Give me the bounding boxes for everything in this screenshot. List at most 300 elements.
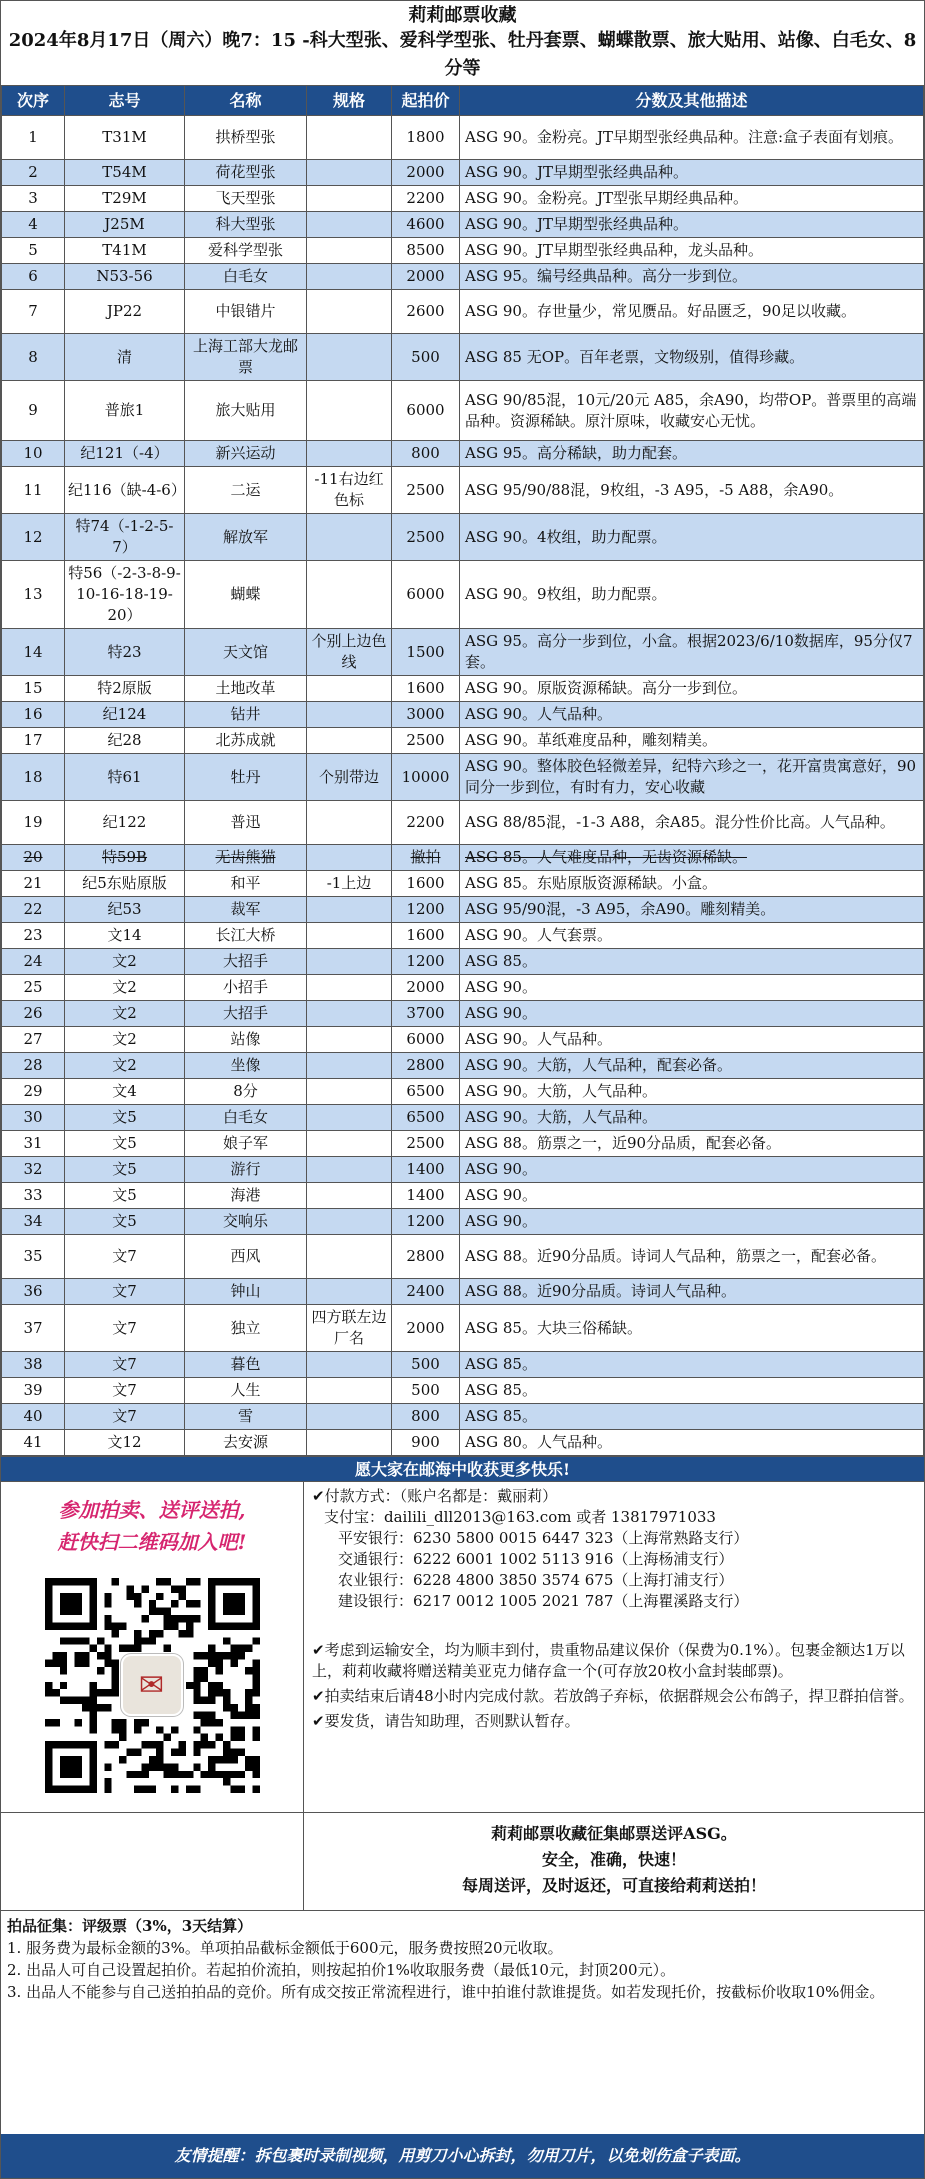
- shipping-note: ✔考虑到运输安全，均为顺丰到付，贵重物品建议保价（保费为0.1%）。包裹金额达1万以上，莉莉收藏将赠送精美亚克力储存盒一个(可存放20枚小盒封装邮票)。: [312, 1641, 905, 1680]
- lot-no: 30: [2, 1105, 65, 1131]
- lot-price: 2500: [392, 514, 460, 561]
- payment-heading: ✔付款方式：（账户名都是：戴丽莉）: [312, 1487, 558, 1505]
- lot-desc: ASG 95。编号经典品种。高分一步到位。: [460, 264, 924, 290]
- lot-no: 18: [2, 754, 65, 801]
- lot-name: 中银错片: [185, 290, 307, 334]
- lot-desc: ASG 90。大筋，人气品种，配套必备。: [460, 1053, 924, 1079]
- lot-name: 白毛女: [185, 1105, 307, 1131]
- lot-desc: ASG 95/90/88混，9枚组，-3 A95，-5 A88，余A90。: [460, 467, 924, 514]
- lot-price: 800: [392, 1404, 460, 1430]
- lot-desc: ASG 95。高分一步到位，小盒。根据2023/6/10数据库，95分仅7套。: [460, 629, 924, 676]
- lot-code: 纪53: [65, 897, 185, 923]
- table-row: [2, 629, 924, 676]
- lot-desc: ASG 85。: [460, 1378, 924, 1404]
- lot-price: 1400: [392, 1183, 460, 1209]
- lot-no: 34: [2, 1209, 65, 1235]
- lot-name: 北苏成就: [185, 728, 307, 754]
- lot-spec: [307, 923, 392, 949]
- table-row: [2, 1053, 924, 1079]
- lot-price: 撤拍: [392, 845, 460, 871]
- lot-no: 9: [2, 381, 65, 441]
- table-row: [2, 264, 924, 290]
- table-row: [2, 871, 924, 897]
- lot-price: 1400: [392, 1157, 460, 1183]
- lot-no: 15: [2, 676, 65, 702]
- lot-desc: ASG 88/85混，-1-3 A88，余A85。混分性价比高。人气品种。: [460, 801, 924, 845]
- lot-code: 纪121（-4）: [65, 441, 185, 467]
- lot-price: 3000: [392, 702, 460, 728]
- payment-panel: [304, 1482, 924, 1812]
- table-row: [2, 1352, 924, 1378]
- lot-name: 长江大桥: [185, 923, 307, 949]
- lot-no: 24: [2, 949, 65, 975]
- lot-code: T54M: [65, 160, 185, 186]
- lot-price: 10000: [392, 754, 460, 801]
- rule-item: 2. 出品人可自己设置起拍价。若起拍价流拍，则按起拍价1%收取服务费（最低10元，封顶200元）。: [7, 1961, 676, 1979]
- promo-line-1: 参加拍卖、送评送拍,: [58, 1498, 246, 1522]
- table-row: [2, 801, 924, 845]
- lot-code: 清: [65, 334, 185, 381]
- lot-price: 6500: [392, 1079, 460, 1105]
- lot-name: 和平: [185, 871, 307, 897]
- lot-desc: ASG 90。原版资源稀缺。高分一步到位。: [460, 676, 924, 702]
- lot-spec: [307, 514, 392, 561]
- lot-name: 交响乐: [185, 1209, 307, 1235]
- lot-price: 2200: [392, 186, 460, 212]
- shop-title: 莉莉邮票收藏: [408, 5, 517, 26]
- lot-desc: ASG 90。人气品种。: [460, 1027, 924, 1053]
- table-row: [2, 1027, 924, 1053]
- collect-panel: [304, 1813, 924, 1910]
- lot-no: 35: [2, 1235, 65, 1279]
- lot-price: 2000: [392, 1305, 460, 1352]
- lot-price: 1600: [392, 676, 460, 702]
- lot-no: 17: [2, 728, 65, 754]
- lot-no: 8: [2, 334, 65, 381]
- table-row: [2, 467, 924, 514]
- collect-spacer: [1, 1813, 304, 1910]
- table-row: [2, 441, 924, 467]
- lot-name: 钟山: [185, 1279, 307, 1305]
- table-row: [2, 290, 924, 334]
- lot-spec: [307, 1404, 392, 1430]
- lot-no: 29: [2, 1079, 65, 1105]
- info-section: [1, 1482, 924, 1813]
- lot-name: 二运: [185, 467, 307, 514]
- lot-desc: ASG 90。JT早期型张经典品种。: [460, 212, 924, 238]
- lot-desc: ASG 85。人气难度品种，无齿资源稀缺。: [460, 845, 924, 871]
- table-row: [2, 1378, 924, 1404]
- lot-price: 6500: [392, 1105, 460, 1131]
- lot-code: 特61: [65, 754, 185, 801]
- lot-desc: ASG 90。整体胶色轻微差异，纪特六珍之一，花开富贵寓意好，90同分一步到位，有时有力，安心收藏: [460, 754, 924, 801]
- lot-name: 牡丹: [185, 754, 307, 801]
- collect-line-3: 每周送评，及时返还，可直接给莉莉送拍！: [461, 1876, 766, 1895]
- lot-code: 特74（-1-2-5-7）: [65, 514, 185, 561]
- lot-spec: [307, 1209, 392, 1235]
- table-row: [2, 676, 924, 702]
- lot-price: 6000: [392, 381, 460, 441]
- lot-spec: [307, 186, 392, 212]
- lot-price: 1200: [392, 949, 460, 975]
- lot-name: 旅大贴用: [185, 381, 307, 441]
- lot-spec: 四方联左边厂名: [307, 1305, 392, 1352]
- lot-desc: ASG 90。: [460, 1001, 924, 1027]
- lot-code: 文2: [65, 949, 185, 975]
- lot-code: 特56（-2-3-8-9-10-16-18-19-20）: [65, 561, 185, 629]
- lot-price: 500: [392, 1352, 460, 1378]
- lot-code: 文5: [65, 1157, 185, 1183]
- lot-desc: ASG 90。金粉亮。JT型张早期经典品种。: [460, 186, 924, 212]
- lot-price: 500: [392, 1378, 460, 1404]
- lot-code: 文5: [65, 1105, 185, 1131]
- lot-name: 暮色: [185, 1352, 307, 1378]
- table-row: [2, 212, 924, 238]
- lot-price: 2600: [392, 290, 460, 334]
- lot-code: 文2: [65, 1053, 185, 1079]
- table-row: [2, 1131, 924, 1157]
- lot-code: 文5: [65, 1209, 185, 1235]
- lot-code: 文7: [65, 1352, 185, 1378]
- lot-no: 39: [2, 1378, 65, 1404]
- lot-no: 6: [2, 264, 65, 290]
- table-row: [2, 754, 924, 801]
- lot-code: 文12: [65, 1430, 185, 1456]
- lot-desc: ASG 90/85混，10元/20元 A85，余A90，均带OP。普票里的高端品种。资源稀缺。原汁原味，收藏安心无忧。: [460, 381, 924, 441]
- rules-title: 拍品征集：评级票（3%，3天结算）: [7, 1917, 253, 1935]
- lot-spec: [307, 1157, 392, 1183]
- lot-spec: [307, 949, 392, 975]
- lot-price: 2500: [392, 467, 460, 514]
- footer-reminder: 友情提醒：拆包裹时录制视频，用剪刀小心拆封，勿用刀片，以免划伤盒子表面。: [1, 2134, 924, 2178]
- lot-name: 雪: [185, 1404, 307, 1430]
- lot-price: 500: [392, 334, 460, 381]
- table-row: [2, 238, 924, 264]
- qr-avatar-icon: ✉: [121, 1654, 183, 1716]
- lot-name: 荷花型张: [185, 160, 307, 186]
- lot-spec: [307, 897, 392, 923]
- lot-price: 2400: [392, 1279, 460, 1305]
- lot-spec: 个别带边: [307, 754, 392, 801]
- lot-code: JP22: [65, 290, 185, 334]
- lot-no: 28: [2, 1053, 65, 1079]
- table-row: [2, 160, 924, 186]
- lot-no: 27: [2, 1027, 65, 1053]
- lot-spec: [307, 801, 392, 845]
- lot-price: 2000: [392, 160, 460, 186]
- table-row: [2, 1430, 924, 1456]
- table-row: [2, 975, 924, 1001]
- table-row: [2, 1209, 924, 1235]
- lot-price: 800: [392, 441, 460, 467]
- lot-price: 1200: [392, 1209, 460, 1235]
- lot-price: 2200: [392, 801, 460, 845]
- lot-price: 4600: [392, 212, 460, 238]
- lot-no: 1: [2, 116, 65, 160]
- lot-no: 21: [2, 871, 65, 897]
- qr-code-icon[interactable]: [45, 1578, 260, 1793]
- lot-no: 20: [2, 845, 65, 871]
- lot-spec: [307, 212, 392, 238]
- table-row: [2, 561, 924, 629]
- lot-code: 特23: [65, 629, 185, 676]
- lot-name: 爱科学型张: [185, 238, 307, 264]
- lot-name: 飞天型张: [185, 186, 307, 212]
- lot-desc: ASG 90。4枚组，助力配票。: [460, 514, 924, 561]
- lot-spec: 个别上边色线: [307, 629, 392, 676]
- lot-code: 文2: [65, 975, 185, 1001]
- lot-no: 31: [2, 1131, 65, 1157]
- lot-desc: ASG 95。高分稀缺，助力配套。: [460, 441, 924, 467]
- table-row: [2, 1157, 924, 1183]
- bank-line: 建设银行：6217 0012 1005 2021 787（上海瞿溪路支行）: [338, 1592, 749, 1610]
- lot-table: [1, 85, 924, 1456]
- collect-line-2: 安全，准确，快速！: [541, 1850, 686, 1869]
- lot-price: 1200: [392, 897, 460, 923]
- lot-desc: ASG 85。: [460, 1404, 924, 1430]
- lot-code: 文5: [65, 1131, 185, 1157]
- lot-no: 13: [2, 561, 65, 629]
- lot-code: 纪122: [65, 801, 185, 845]
- lot-desc: ASG 85 无OP。百年老票，文物级别，值得珍藏。: [460, 334, 924, 381]
- lot-desc: ASG 90。人气套票。: [460, 923, 924, 949]
- lot-spec: [307, 1001, 392, 1027]
- lot-spec: [307, 702, 392, 728]
- lot-desc: ASG 90。存世量少，常见赝品。好品匮乏，90足以收藏。: [460, 290, 924, 334]
- lot-spec: [307, 1053, 392, 1079]
- lot-no: 19: [2, 801, 65, 845]
- consignment-rules: [1, 1911, 924, 2029]
- table-row: [2, 116, 924, 160]
- lot-spec: [307, 1279, 392, 1305]
- lot-code: 文7: [65, 1305, 185, 1352]
- lot-code: 纪28: [65, 728, 185, 754]
- lot-code: T31M: [65, 116, 185, 160]
- collect-section: [1, 1813, 924, 1911]
- lot-no: 14: [2, 629, 65, 676]
- lot-name: 科大型张: [185, 212, 307, 238]
- lot-desc: ASG 90。金粉亮。JT早期型张经典品种。注意:盒子表面有划痕。: [460, 116, 924, 160]
- table-row: [2, 923, 924, 949]
- lot-price: 2500: [392, 728, 460, 754]
- payment-deadline-note: ✔拍卖结束后请48小时内完成付款。若放鸽子弃标，依据群规会公布鸽子，捍卫群拍信誉。: [312, 1687, 914, 1705]
- lot-no: 2: [2, 160, 65, 186]
- lot-no: 25: [2, 975, 65, 1001]
- table-row: [2, 1305, 924, 1352]
- lot-name: 拱桥型张: [185, 116, 307, 160]
- lot-name: 裁军: [185, 897, 307, 923]
- lot-no: 26: [2, 1001, 65, 1027]
- lot-code: 文5: [65, 1183, 185, 1209]
- lot-desc: ASG 85。: [460, 1352, 924, 1378]
- greeting-banner: 愿大家在邮海中收获更多快乐!: [1, 1456, 924, 1482]
- lot-name: 游行: [185, 1157, 307, 1183]
- lot-desc: ASG 90。: [460, 1157, 924, 1183]
- lot-desc: ASG 88。近90分品质。诗词人气品种。: [460, 1279, 924, 1305]
- table-row: [2, 381, 924, 441]
- lot-name: 大招手: [185, 949, 307, 975]
- lot-code: 文14: [65, 923, 185, 949]
- lot-name: 娘子军: [185, 1131, 307, 1157]
- lot-desc: ASG 85。东贴原版资源稀缺。小盒。: [460, 871, 924, 897]
- lot-no: 11: [2, 467, 65, 514]
- lot-name: 坐像: [185, 1053, 307, 1079]
- lot-no: 10: [2, 441, 65, 467]
- table-row: [2, 1079, 924, 1105]
- lot-price: 1600: [392, 871, 460, 897]
- table-row: [2, 897, 924, 923]
- lot-spec: [307, 728, 392, 754]
- lot-desc: ASG 90。: [460, 1183, 924, 1209]
- lot-no: 23: [2, 923, 65, 949]
- lot-name: 天文馆: [185, 629, 307, 676]
- lot-desc: ASG 90。: [460, 1209, 924, 1235]
- lot-price: 6000: [392, 1027, 460, 1053]
- lot-desc: ASG 85。大块三俗稀缺。: [460, 1305, 924, 1352]
- lot-no: 38: [2, 1352, 65, 1378]
- lot-spec: [307, 1105, 392, 1131]
- lot-price: 900: [392, 1430, 460, 1456]
- col-name: 名称: [185, 86, 307, 116]
- lot-price: 1500: [392, 629, 460, 676]
- lot-price: 2800: [392, 1053, 460, 1079]
- lot-name: 去安源: [185, 1430, 307, 1456]
- lot-name: 解放军: [185, 514, 307, 561]
- shipping-request-note: ✔要发货，请告知助理，否则默认暂存。: [312, 1712, 580, 1730]
- promo-line-2: 赶快扫二维码加入吧!: [57, 1530, 247, 1554]
- lot-spec: [307, 1378, 392, 1404]
- lot-no: 4: [2, 212, 65, 238]
- table-row: [2, 949, 924, 975]
- lot-code: T29M: [65, 186, 185, 212]
- rule-item: 1. 服务费为最标金额的3%。单项拍品截标金额低于600元，服务费按照20元收取。: [7, 1939, 563, 1957]
- table-row: [2, 514, 924, 561]
- lot-spec: [307, 381, 392, 441]
- lot-desc: ASG 90。9枚组，助力配票。: [460, 561, 924, 629]
- lot-desc: ASG 88。近90分品质。诗词人气品种，筋票之一，配套必备。: [460, 1235, 924, 1279]
- bank-line: 农业银行：6228 4800 3850 3574 675（上海打浦支行）: [338, 1571, 734, 1589]
- lot-name: 白毛女: [185, 264, 307, 290]
- lot-code: 文2: [65, 1027, 185, 1053]
- table-header: [2, 86, 924, 116]
- lot-spec: [307, 116, 392, 160]
- lot-spec: [307, 1430, 392, 1456]
- table-row: [2, 1235, 924, 1279]
- table-row: [2, 845, 924, 871]
- lot-code: 纪5东贴原版: [65, 871, 185, 897]
- lot-body: [2, 116, 924, 1456]
- col-no: 次序: [2, 86, 65, 116]
- lot-code: 文7: [65, 1378, 185, 1404]
- lot-no: 41: [2, 1430, 65, 1456]
- lot-spec: [307, 238, 392, 264]
- lot-spec: [307, 1027, 392, 1053]
- lot-no: 37: [2, 1305, 65, 1352]
- table-row: [2, 1001, 924, 1027]
- lot-code: 文7: [65, 1404, 185, 1430]
- col-spec: 规格: [307, 86, 392, 116]
- lot-spec: [307, 1183, 392, 1209]
- lot-spec: -1上边: [307, 871, 392, 897]
- lot-code: 纪116（缺-4-6）: [65, 467, 185, 514]
- col-price: 起拍价: [392, 86, 460, 116]
- col-desc: 分数及其他描述: [460, 86, 924, 116]
- lot-code: 文2: [65, 1001, 185, 1027]
- lot-code: 文4: [65, 1079, 185, 1105]
- lot-spec: [307, 334, 392, 381]
- lot-no: 12: [2, 514, 65, 561]
- lot-name: 8分: [185, 1079, 307, 1105]
- table-row: [2, 1183, 924, 1209]
- lot-no: 33: [2, 1183, 65, 1209]
- table-row: [2, 728, 924, 754]
- lot-price: 1800: [392, 116, 460, 160]
- lot-desc: ASG 90。JT早期型张经典品种，龙头品种。: [460, 238, 924, 264]
- lot-name: 蝴蝶: [185, 561, 307, 629]
- join-panel: [1, 1482, 304, 1812]
- lot-name: 大招手: [185, 1001, 307, 1027]
- lot-code: 文7: [65, 1279, 185, 1305]
- lot-name: 独立: [185, 1305, 307, 1352]
- lot-name: 新兴运动: [185, 441, 307, 467]
- lot-name: 人生: [185, 1378, 307, 1404]
- auction-subtitle: 2024年8月17日（周六）晚7：15 -科大型张、爱科学型张、牡丹套票、蝴蝶散票、旅大贴用、站像、白毛女、8分等: [8, 30, 917, 79]
- lot-code: J25M: [65, 212, 185, 238]
- bank-line: 平安银行：6230 5800 0015 6447 323（上海常熟路支行）: [338, 1529, 749, 1547]
- table-row: [2, 334, 924, 381]
- table-row: [2, 702, 924, 728]
- lot-price: 8500: [392, 238, 460, 264]
- lot-code: 纪124: [65, 702, 185, 728]
- lot-spec: [307, 975, 392, 1001]
- lot-spec: -11右边红色标: [307, 467, 392, 514]
- lot-spec: [307, 290, 392, 334]
- lot-desc: ASG 90。: [460, 975, 924, 1001]
- lot-code: 特59B: [65, 845, 185, 871]
- bank-line: 交通银行：6222 6001 1002 5113 916（上海杨浦支行）: [338, 1550, 734, 1568]
- lot-name: 普迅: [185, 801, 307, 845]
- lot-price: 2500: [392, 1131, 460, 1157]
- lot-spec: [307, 1079, 392, 1105]
- lot-code: 普旅1: [65, 381, 185, 441]
- lot-spec: [307, 1352, 392, 1378]
- lot-spec: [307, 160, 392, 186]
- lot-code: T41M: [65, 238, 185, 264]
- lot-desc: ASG 90。JT早期型张经典品种。: [460, 160, 924, 186]
- lot-price: 2000: [392, 975, 460, 1001]
- lot-price: 1600: [392, 923, 460, 949]
- lot-desc: ASG 95/90混，-3 A95，余A90。雕刻精美。: [460, 897, 924, 923]
- lot-desc: ASG 90。革纸难度品种，雕刻精美。: [460, 728, 924, 754]
- lot-code: N53-56: [65, 264, 185, 290]
- lot-desc: ASG 90。大筋，人气品种。: [460, 1105, 924, 1131]
- lot-no: 22: [2, 897, 65, 923]
- lot-desc: ASG 88。筋票之一，近90分品质，配套必备。: [460, 1131, 924, 1157]
- lot-name: 钻井: [185, 702, 307, 728]
- rule-item: 3. 出品人不能参与自己送拍拍品的竞价。所有成交按正常流程进行，谁中拍谁付款谁提货。如若发现托价，按截标价收取10%佣金。: [7, 1983, 885, 2001]
- lot-price: 3700: [392, 1001, 460, 1027]
- lot-desc: ASG 90。大筋，人气品种。: [460, 1079, 924, 1105]
- lot-name: 西风: [185, 1235, 307, 1279]
- lot-spec: [307, 676, 392, 702]
- lot-no: 40: [2, 1404, 65, 1430]
- lot-price: 2000: [392, 264, 460, 290]
- table-row: [2, 1279, 924, 1305]
- lot-no: 5: [2, 238, 65, 264]
- table-row: [2, 1105, 924, 1131]
- table-row: [2, 1404, 924, 1430]
- lot-desc: ASG 90。人气品种。: [460, 702, 924, 728]
